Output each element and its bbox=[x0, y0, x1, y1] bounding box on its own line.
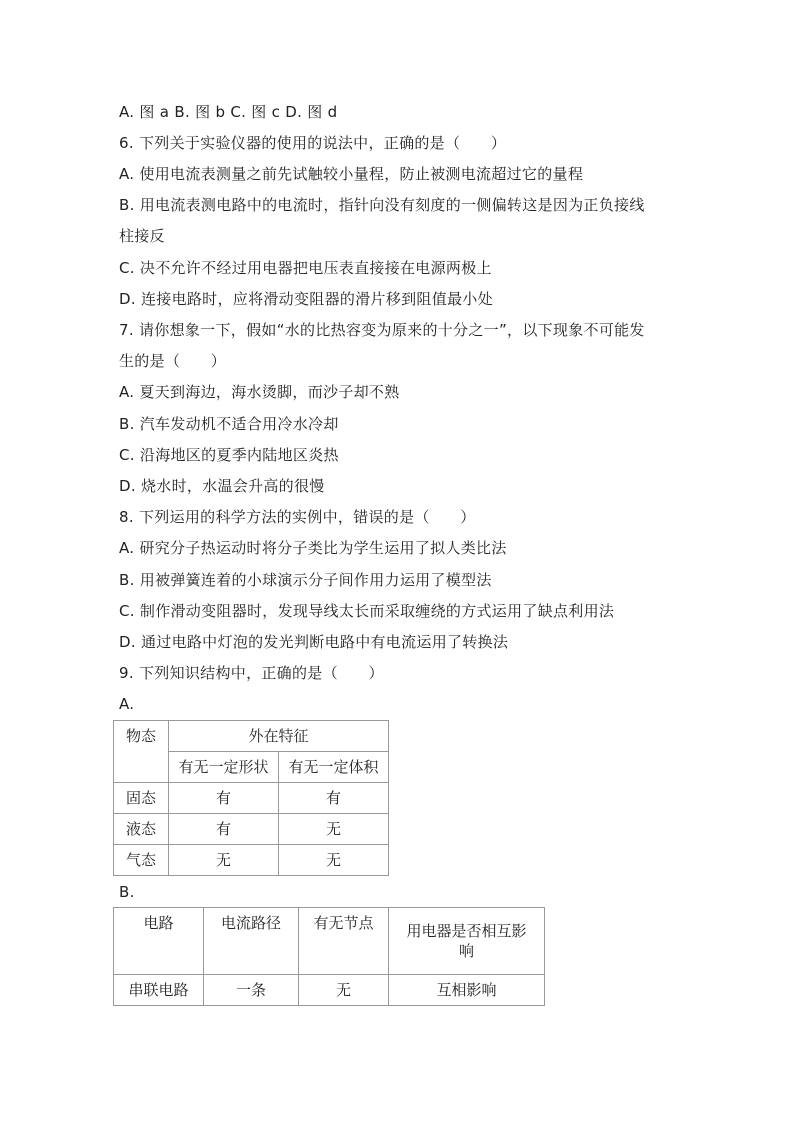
table-cell: 无 bbox=[279, 845, 389, 876]
header-line-1: 用电器是否相互影 bbox=[406, 922, 527, 940]
table-cell: 无 bbox=[169, 845, 279, 876]
table-cell: 液态 bbox=[114, 814, 169, 845]
q7-option-a: A. 夏天到海边，海水烫脚，而沙子却不熟 bbox=[119, 383, 400, 401]
table-cell: 有 bbox=[169, 783, 279, 814]
q7-option-c: C. 沿海地区的夏季内陆地区炎热 bbox=[119, 446, 339, 464]
circuit-table bbox=[113, 907, 545, 1006]
q6-option-b-cont: 柱接反 bbox=[119, 227, 165, 245]
table-cell: 有 bbox=[169, 814, 279, 845]
states-of-matter-table bbox=[113, 720, 389, 876]
table-cell: 固态 bbox=[114, 783, 169, 814]
table-row bbox=[114, 845, 389, 876]
table-cell: 有 bbox=[279, 783, 389, 814]
q9-label-b: B. bbox=[119, 883, 135, 901]
table-cell: 气态 bbox=[114, 845, 169, 876]
table-cell: 一条 bbox=[204, 975, 299, 1006]
q7-option-b: B. 汽车发动机不适合用冷水冷却 bbox=[119, 415, 339, 433]
table-header-circuit: 电路 bbox=[114, 908, 204, 975]
table-header-node: 有无节点 bbox=[299, 908, 389, 975]
q6-option-a: A. 使用电流表测量之前先试触较小量程，防止被测电流超过它的量程 bbox=[119, 165, 584, 183]
table-header-influence bbox=[389, 908, 545, 975]
table-cell: 互相影响 bbox=[389, 975, 545, 1006]
table-cell: 无 bbox=[279, 814, 389, 845]
table-header-shape: 有无一定形状 bbox=[169, 752, 279, 783]
q8-option-a: A. 研究分子热运动时将分子类比为学生运用了拟人类比法 bbox=[119, 539, 507, 557]
table-header-features: 外在特征 bbox=[169, 721, 389, 752]
table-header-state: 物态 bbox=[114, 721, 169, 783]
header-line-2: 响 bbox=[458, 942, 474, 960]
table-row bbox=[114, 783, 389, 814]
table-header-path: 电流路径 bbox=[204, 908, 299, 975]
q5-options: A. 图 a B. 图 b C. 图 c D. 图 d bbox=[119, 103, 338, 121]
q9-stem: 9. 下列知识结构中，正确的是（ ） bbox=[119, 664, 384, 682]
q9-label-a: A. bbox=[119, 695, 135, 713]
q8-option-c: C. 制作滑动变阻器时，发现导线太长而采取缠绕的方式运用了缺点利用法 bbox=[119, 602, 615, 620]
q8-stem: 8. 下列运用的科学方法的实例中，错误的是（ ） bbox=[119, 508, 476, 526]
q7-option-d: D. 烧水时，水温会升高的很慢 bbox=[119, 477, 325, 495]
table-header-volume: 有无一定体积 bbox=[279, 752, 389, 783]
table-cell: 串联电路 bbox=[114, 975, 204, 1006]
table-row bbox=[114, 814, 389, 845]
q8-option-b: B. 用被弹簧连着的小球演示分子间作用力运用了模型法 bbox=[119, 571, 492, 589]
q7-stem: 7. 请你想象一下，假如“水的比热容变为原来的十分之一”，以下现象不可能发 bbox=[119, 321, 645, 339]
q6-option-b: B. 用电流表测电路中的电流时，指针向没有刻度的一侧偏转这是因为正负接线 bbox=[119, 196, 645, 214]
q8-option-d: D. 通过电路中灯泡的发光判断电路中有电流运用了转换法 bbox=[119, 633, 509, 651]
table-cell: 无 bbox=[299, 975, 389, 1006]
q7-stem-cont: 生的是（ ） bbox=[119, 352, 227, 370]
q6-stem: 6. 下列关于实验仪器的使用的说法中，正确的是（ ） bbox=[119, 134, 507, 152]
table-row bbox=[114, 975, 545, 1006]
q6-option-d: D. 连接电路时，应将滑动变阻器的滑片移到阻值最小处 bbox=[119, 290, 493, 308]
q6-option-c: C. 决不允许不经过用电器把电压表直接接在电源两极上 bbox=[119, 259, 492, 277]
